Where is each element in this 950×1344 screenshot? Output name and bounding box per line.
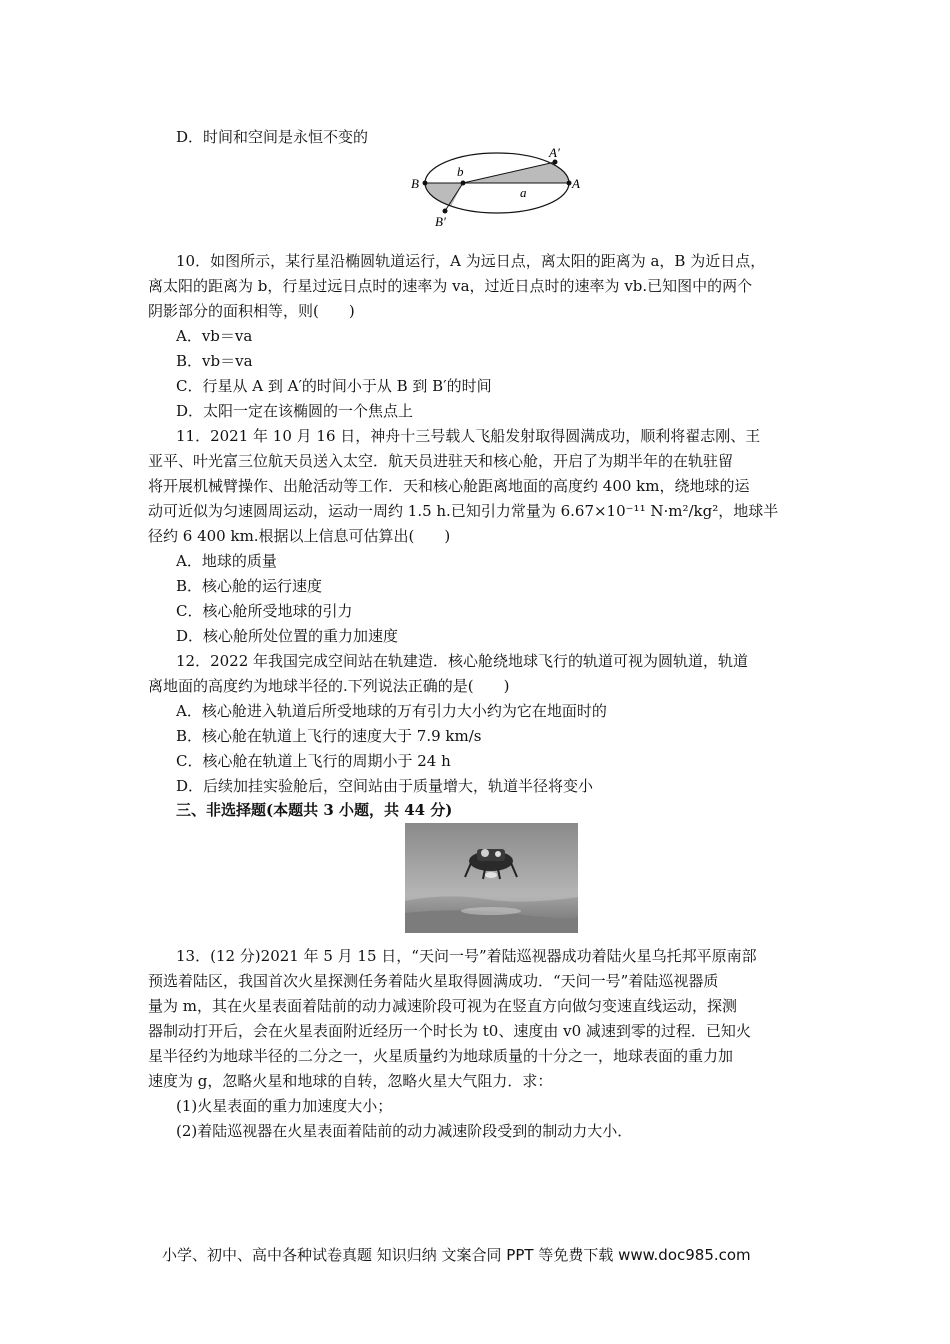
- q11-option-c: C．核心舱所受地球的引力: [176, 602, 353, 620]
- point-a-prime: [553, 160, 558, 165]
- ellipse-orbit-figure: [405, 140, 585, 228]
- q13-line3: 量为 m，其在火星表面着陆前的动力减速阶段可视为在竖直方向做匀变速直线运动，探测: [148, 997, 737, 1015]
- q10-option-b: B．vb＝va: [176, 352, 253, 370]
- q11-line1: 11．2021 年 10 月 16 日，神舟十三号载人飞船发射取得圆满成功，顺利将翟志刚、王: [176, 427, 761, 445]
- q13-subquestion-2: (2)着陆巡视器在火星表面着陆前的动力减速阶段受到的制动力大小．: [176, 1122, 633, 1140]
- q11-line2: 亚平、叶光富三位航天员送入太空．航天员进驻天和核心舱，开启了为期半年的在轨驻留: [148, 452, 734, 470]
- q12-option-b: B．核心舱在轨道上飞行的速度大于 7.9 km/s: [176, 727, 482, 745]
- q11-line3: 将开展机械臂操作、出舱活动等工作．天和核心舱距离地面的高度约 400 km，绕地球的运: [148, 477, 750, 495]
- q9-option-d: D．时间和空间是永恒不变的: [176, 128, 369, 146]
- q13-line5: 星半径约为地球半径的二分之一，火星质量约为地球质量的十分之一，地球表面的重力加: [148, 1047, 734, 1065]
- section3-heading: 三、非选择题(本题共 3 小题，共 44 分): [176, 801, 453, 819]
- label-b-prime: B′: [435, 214, 446, 228]
- label-b: B: [411, 176, 419, 191]
- q10-line2: 离太阳的距离为 b，行星过远日点时的速率为 va，过近日点时的速率为 vb.已知图中的两个: [148, 277, 753, 295]
- label-a: A: [572, 176, 580, 191]
- q12-option-c: C．核心舱在轨道上飞行的周期小于 24 h: [176, 752, 451, 770]
- label-a-prime: A′: [549, 145, 560, 160]
- q10-line1: 10．如图所示，某行星沿椭圆轨道运行，A 为远日点，离太阳的距离为 a，B 为近日点，: [176, 252, 766, 270]
- q13-line6: 速度为 g，忽略火星和地球的自转，忽略火星大气阻力．求：: [148, 1072, 553, 1090]
- page-footer: 小学、初中、高中各种试卷真题 知识归纳 文案合同 PPT 等免费下载 www.doc985.com: [162, 1246, 751, 1264]
- mars-lander-photo: [405, 823, 578, 933]
- q10-option-d: D．太阳一定在该椭圆的一个焦点上: [176, 402, 414, 420]
- q10-line3: 阴影部分的面积相等，则( ): [148, 302, 355, 320]
- q13-line1: 13．(12 分)2021 年 5 月 15 日，“天问一号”着陆巡视器成功着陆火星乌托邦平原南部: [176, 947, 757, 965]
- q12-line1: 12．2022 年我国完成空间站在轨建造．核心舱绕地球飞行的轨道可视为圆轨道，轨道: [176, 652, 749, 670]
- q12-option-a: A．核心舱进入轨道后所受地球的万有引力大小约为它在地面时的: [176, 702, 607, 720]
- sun-point: [461, 181, 466, 186]
- point-a: [567, 181, 572, 186]
- q11-option-a: A．地球的质量: [176, 552, 277, 570]
- q10-option-c: C．行星从 A 到 A′的时间小于从 B 到 B′的时间: [176, 377, 492, 395]
- q13-line2: 预选着陆区，我国首次火星探测任务着陆火星取得圆满成功．“天问一号”着陆巡视器质: [148, 972, 719, 990]
- q13-subquestion-1: (1)火星表面的重力加速度大小；: [176, 1097, 393, 1115]
- q10-option-a: A．vb＝va: [176, 327, 253, 345]
- q11-line4: 动可近似为匀速圆周运动，运动一周约 1.5 h.已知引力常量为 6.67×10⁻¹¹ N·m²/kg²，地球半: [148, 502, 779, 520]
- q11-line5: 径约 6 400 km.根据以上信息可估算出( ): [148, 527, 451, 545]
- q11-option-d: D．核心舱所处位置的重力加速度: [176, 627, 399, 645]
- q11-option-b: B．核心舱的运行速度: [176, 577, 323, 595]
- q12-line2: 离地面的高度约为地球半径的.下列说法正确的是( ): [148, 677, 510, 695]
- point-b: [423, 181, 428, 186]
- q13-line4: 器制动打开后，会在火星表面附近经历一个时长为 t0、速度由 v0 减速到零的过程．已知火: [148, 1022, 751, 1040]
- shaded-region-a: [463, 162, 577, 183]
- point-b-prime: [443, 209, 448, 214]
- q12-option-d: D．后续加挂实验舱后，空间站由于质量增大，轨道半径将变小: [176, 777, 594, 795]
- label-a-distance: a: [520, 185, 527, 200]
- label-b-distance: b: [457, 164, 464, 179]
